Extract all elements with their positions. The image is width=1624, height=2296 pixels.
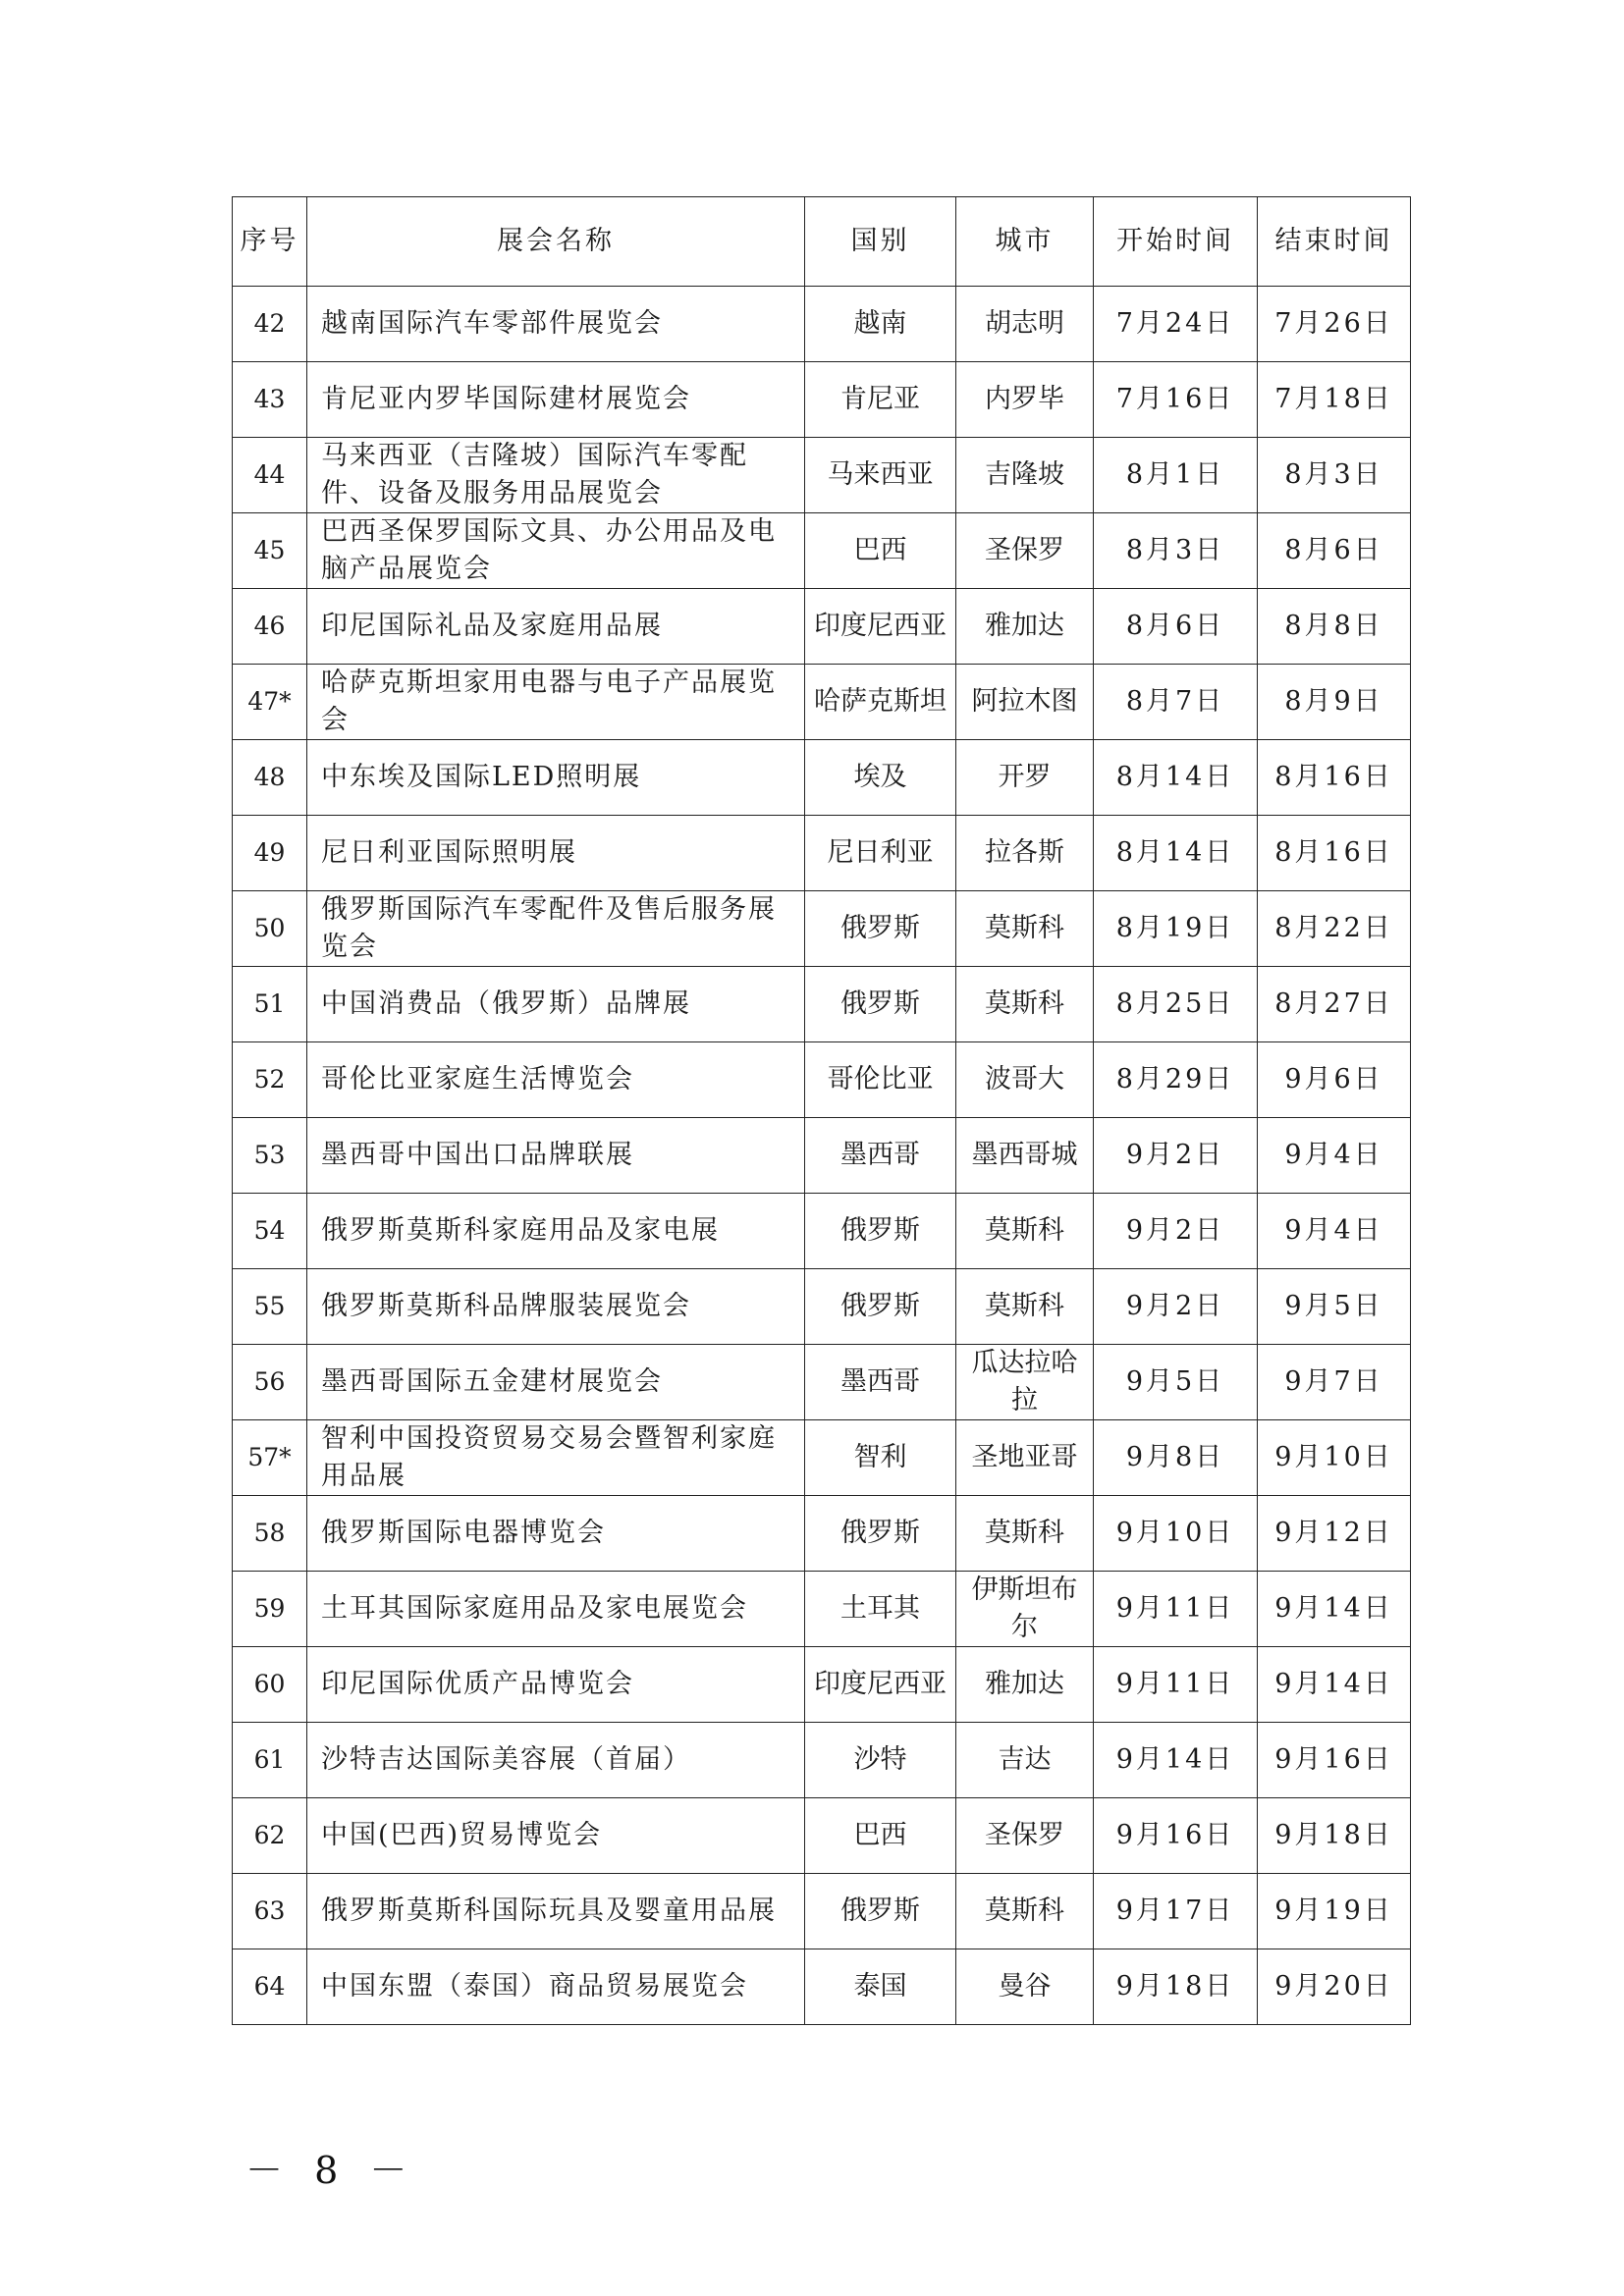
cell-start-date: 8月1日 — [1094, 438, 1258, 513]
cell-exhibition-name: 中国(巴西)贸易博览会 — [307, 1798, 805, 1874]
cell-city: 莫斯科 — [956, 1874, 1094, 1949]
cell-start-date: 9月18日 — [1094, 1949, 1258, 2025]
cell-country: 俄罗斯 — [805, 1496, 956, 1572]
cell-end-date: 9月6日 — [1258, 1042, 1411, 1118]
cell-seq: 60 — [233, 1647, 307, 1723]
cell-start-date: 9月2日 — [1094, 1269, 1258, 1345]
cell-seq: 57* — [233, 1420, 307, 1496]
cell-country: 俄罗斯 — [805, 967, 956, 1042]
header-end: 结束时间 — [1258, 197, 1411, 287]
table-row — [233, 740, 1411, 816]
cell-start-date: 8月14日 — [1094, 740, 1258, 816]
cell-city: 吉达 — [956, 1723, 1094, 1798]
cell-exhibition-name: 墨西哥中国出口品牌联展 — [307, 1118, 805, 1194]
table-row — [233, 967, 1411, 1042]
cell-exhibition-name: 哥伦比亚家庭生活博览会 — [307, 1042, 805, 1118]
cell-seq: 50 — [233, 891, 307, 967]
cell-exhibition-name: 印尼国际优质产品博览会 — [307, 1647, 805, 1723]
page-number: － 8 － — [245, 2149, 417, 2192]
cell-start-date: 8月19日 — [1094, 891, 1258, 967]
cell-seq: 62 — [233, 1798, 307, 1874]
table-row — [233, 665, 1411, 740]
table-row — [233, 1420, 1411, 1496]
cell-end-date: 9月12日 — [1258, 1496, 1411, 1572]
cell-exhibition-name: 印尼国际礼品及家庭用品展 — [307, 589, 805, 665]
cell-seq: 53 — [233, 1118, 307, 1194]
cell-end-date: 9月20日 — [1258, 1949, 1411, 2025]
cell-end-date: 7月18日 — [1258, 362, 1411, 438]
cell-country: 埃及 — [805, 740, 956, 816]
cell-city: 墨西哥城 — [956, 1118, 1094, 1194]
cell-end-date: 9月18日 — [1258, 1798, 1411, 1874]
table-row — [233, 1496, 1411, 1572]
cell-end-date: 9月5日 — [1258, 1269, 1411, 1345]
cell-city: 拉各斯 — [956, 816, 1094, 891]
cell-start-date: 9月11日 — [1094, 1572, 1258, 1647]
table-row — [233, 1949, 1411, 2025]
cell-country: 墨西哥 — [805, 1118, 956, 1194]
cell-city: 圣保罗 — [956, 1798, 1094, 1874]
table-row — [233, 1874, 1411, 1949]
cell-city: 曼谷 — [956, 1949, 1094, 2025]
table-row — [233, 1798, 1411, 1874]
table-row — [233, 589, 1411, 665]
cell-seq: 48 — [233, 740, 307, 816]
cell-exhibition-name: 哈萨克斯坦家用电器与电子产品展览会 — [307, 665, 805, 740]
table-row — [233, 287, 1411, 362]
cell-country: 印度尼西亚 — [805, 1647, 956, 1723]
cell-exhibition-name: 中东埃及国际LED照明展 — [307, 740, 805, 816]
cell-city: 莫斯科 — [956, 1194, 1094, 1269]
table-row — [233, 1723, 1411, 1798]
table-row — [233, 513, 1411, 589]
cell-end-date: 8月3日 — [1258, 438, 1411, 513]
cell-seq: 51 — [233, 967, 307, 1042]
cell-country: 土耳其 — [805, 1572, 956, 1647]
cell-city: 内罗毕 — [956, 362, 1094, 438]
cell-exhibition-name: 俄罗斯国际电器博览会 — [307, 1496, 805, 1572]
cell-city: 伊斯坦布尔 — [956, 1572, 1094, 1647]
cell-exhibition-name: 俄罗斯莫斯科品牌服装展览会 — [307, 1269, 805, 1345]
cell-country: 巴西 — [805, 1798, 956, 1874]
cell-country: 哥伦比亚 — [805, 1042, 956, 1118]
cell-start-date: 7月16日 — [1094, 362, 1258, 438]
cell-seq: 56 — [233, 1345, 307, 1420]
cell-exhibition-name: 马来西亚（吉隆坡）国际汽车零配件、设备及服务用品展览会 — [307, 438, 805, 513]
cell-exhibition-name: 智利中国投资贸易交易会暨智利家庭用品展 — [307, 1420, 805, 1496]
cell-country: 俄罗斯 — [805, 1194, 956, 1269]
cell-exhibition-name: 俄罗斯国际汽车零配件及售后服务展览会 — [307, 891, 805, 967]
cell-end-date: 8月22日 — [1258, 891, 1411, 967]
cell-exhibition-name: 中国东盟（泰国）商品贸易展览会 — [307, 1949, 805, 2025]
cell-start-date: 9月5日 — [1094, 1345, 1258, 1420]
table-header-row — [233, 197, 1411, 287]
cell-end-date: 9月4日 — [1258, 1118, 1411, 1194]
cell-country: 肯尼亚 — [805, 362, 956, 438]
cell-city: 圣地亚哥 — [956, 1420, 1094, 1496]
cell-seq: 42 — [233, 287, 307, 362]
header-start: 开始时间 — [1094, 197, 1258, 287]
cell-end-date: 9月10日 — [1258, 1420, 1411, 1496]
cell-country: 印度尼西亚 — [805, 589, 956, 665]
table-row — [233, 1118, 1411, 1194]
cell-city: 雅加达 — [956, 1647, 1094, 1723]
cell-start-date: 9月17日 — [1094, 1874, 1258, 1949]
cell-seq: 64 — [233, 1949, 307, 2025]
cell-start-date: 9月2日 — [1094, 1194, 1258, 1269]
cell-start-date: 8月7日 — [1094, 665, 1258, 740]
cell-country: 巴西 — [805, 513, 956, 589]
cell-country: 尼日利亚 — [805, 816, 956, 891]
cell-seq: 45 — [233, 513, 307, 589]
cell-seq: 52 — [233, 1042, 307, 1118]
cell-end-date: 9月4日 — [1258, 1194, 1411, 1269]
cell-country: 越南 — [805, 287, 956, 362]
cell-start-date: 8月14日 — [1094, 816, 1258, 891]
cell-seq: 47* — [233, 665, 307, 740]
cell-exhibition-name: 沙特吉达国际美容展（首届） — [307, 1723, 805, 1798]
header-seq: 序号 — [233, 197, 307, 287]
header-name: 展会名称 — [307, 197, 805, 287]
cell-end-date: 7月26日 — [1258, 287, 1411, 362]
cell-city: 胡志明 — [956, 287, 1094, 362]
cell-start-date: 9月16日 — [1094, 1798, 1258, 1874]
cell-seq: 63 — [233, 1874, 307, 1949]
cell-end-date: 8月16日 — [1258, 816, 1411, 891]
cell-city: 瓜达拉哈拉 — [956, 1345, 1094, 1420]
table-row — [233, 816, 1411, 891]
cell-start-date: 8月6日 — [1094, 589, 1258, 665]
cell-city: 吉隆坡 — [956, 438, 1094, 513]
cell-city: 阿拉木图 — [956, 665, 1094, 740]
cell-end-date: 9月14日 — [1258, 1572, 1411, 1647]
cell-seq: 46 — [233, 589, 307, 665]
cell-end-date: 8月16日 — [1258, 740, 1411, 816]
cell-city: 开罗 — [956, 740, 1094, 816]
cell-city: 莫斯科 — [956, 967, 1094, 1042]
cell-start-date: 8月25日 — [1094, 967, 1258, 1042]
cell-seq: 58 — [233, 1496, 307, 1572]
cell-country: 马来西亚 — [805, 438, 956, 513]
cell-exhibition-name: 越南国际汽车零部件展览会 — [307, 287, 805, 362]
cell-seq: 61 — [233, 1723, 307, 1798]
cell-end-date: 8月6日 — [1258, 513, 1411, 589]
cell-exhibition-name: 尼日利亚国际照明展 — [307, 816, 805, 891]
cell-start-date: 8月3日 — [1094, 513, 1258, 589]
cell-seq: 55 — [233, 1269, 307, 1345]
cell-start-date: 9月10日 — [1094, 1496, 1258, 1572]
cell-country: 俄罗斯 — [805, 891, 956, 967]
table-row — [233, 438, 1411, 513]
cell-start-date: 8月29日 — [1094, 1042, 1258, 1118]
cell-end-date: 9月19日 — [1258, 1874, 1411, 1949]
cell-exhibition-name: 俄罗斯莫斯科国际玩具及婴童用品展 — [307, 1874, 805, 1949]
cell-end-date: 8月9日 — [1258, 665, 1411, 740]
cell-city: 莫斯科 — [956, 1269, 1094, 1345]
cell-exhibition-name: 巴西圣保罗国际文具、办公用品及电脑产品展览会 — [307, 513, 805, 589]
table-row — [233, 891, 1411, 967]
cell-end-date: 8月8日 — [1258, 589, 1411, 665]
table-row — [233, 1345, 1411, 1420]
cell-exhibition-name: 墨西哥国际五金建材展览会 — [307, 1345, 805, 1420]
cell-exhibition-name: 俄罗斯莫斯科家庭用品及家电展 — [307, 1194, 805, 1269]
table-row — [233, 1042, 1411, 1118]
cell-start-date: 9月2日 — [1094, 1118, 1258, 1194]
cell-seq: 49 — [233, 816, 307, 891]
cell-city: 雅加达 — [956, 589, 1094, 665]
cell-end-date: 8月27日 — [1258, 967, 1411, 1042]
cell-end-date: 9月7日 — [1258, 1345, 1411, 1420]
cell-country: 俄罗斯 — [805, 1874, 956, 1949]
cell-country: 哈萨克斯坦 — [805, 665, 956, 740]
table-row — [233, 1194, 1411, 1269]
cell-country: 泰国 — [805, 1949, 956, 2025]
cell-start-date: 9月8日 — [1094, 1420, 1258, 1496]
cell-seq: 43 — [233, 362, 307, 438]
table-row — [233, 1572, 1411, 1647]
header-country: 国别 — [805, 197, 956, 287]
header-city: 城市 — [956, 197, 1094, 287]
cell-country: 沙特 — [805, 1723, 956, 1798]
cell-country: 俄罗斯 — [805, 1269, 956, 1345]
cell-end-date: 9月16日 — [1258, 1723, 1411, 1798]
cell-country: 墨西哥 — [805, 1345, 956, 1420]
table-row — [233, 1269, 1411, 1345]
cell-city: 莫斯科 — [956, 1496, 1094, 1572]
cell-start-date: 9月11日 — [1094, 1647, 1258, 1723]
cell-start-date: 7月24日 — [1094, 287, 1258, 362]
cell-seq: 59 — [233, 1572, 307, 1647]
cell-city: 圣保罗 — [956, 513, 1094, 589]
cell-exhibition-name: 土耳其国际家庭用品及家电展览会 — [307, 1572, 805, 1647]
cell-country: 智利 — [805, 1420, 956, 1496]
cell-exhibition-name: 中国消费品（俄罗斯）品牌展 — [307, 967, 805, 1042]
cell-seq: 44 — [233, 438, 307, 513]
cell-exhibition-name: 肯尼亚内罗毕国际建材展览会 — [307, 362, 805, 438]
cell-start-date: 9月14日 — [1094, 1723, 1258, 1798]
cell-end-date: 9月14日 — [1258, 1647, 1411, 1723]
table-row — [233, 1647, 1411, 1723]
cell-city: 波哥大 — [956, 1042, 1094, 1118]
table-row — [233, 362, 1411, 438]
cell-seq: 54 — [233, 1194, 307, 1269]
exhibition-table — [232, 196, 1411, 2025]
cell-city: 莫斯科 — [956, 891, 1094, 967]
